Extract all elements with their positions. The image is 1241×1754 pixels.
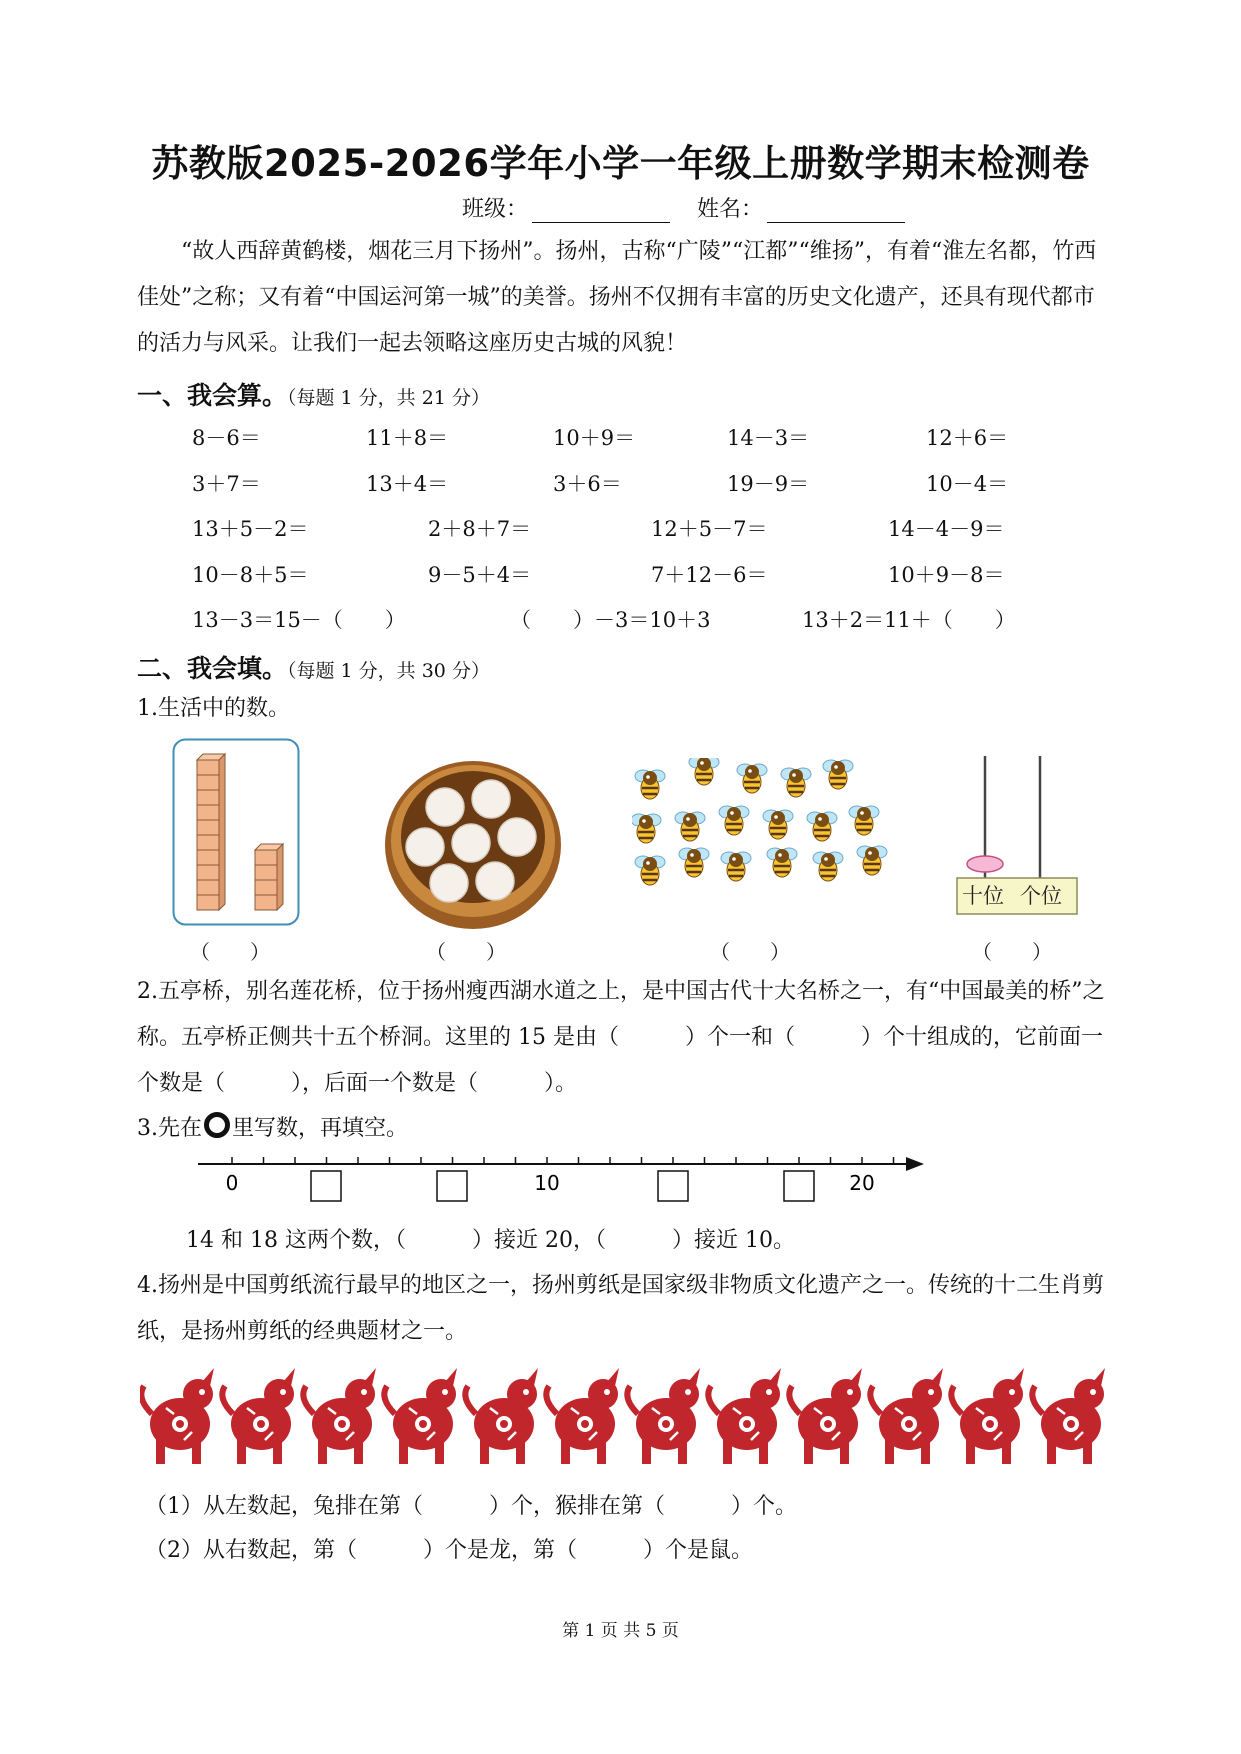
equation: 9－5＋4＝ <box>428 563 532 587</box>
section2-heading: 二、我会填。（每题 1 分，共 30 分） <box>137 654 490 683</box>
bee-icon <box>635 770 665 799</box>
bee-icon <box>719 806 749 835</box>
name-blank[interactable] <box>767 200 905 223</box>
equation: 7＋12－6＝ <box>651 563 768 587</box>
equation: 3＋7＝ <box>192 472 261 496</box>
equation: 10＋9＝ <box>553 426 636 450</box>
bee-icon <box>737 764 767 793</box>
zodiac-animal-icon <box>546 1368 619 1464</box>
equation: 13＋4＝ <box>366 472 449 496</box>
circle-marker-icon <box>204 1112 230 1138</box>
number-box[interactable] <box>784 1171 814 1201</box>
bee-icon <box>635 856 665 885</box>
zodiac-papercut-image <box>140 1368 1140 1468</box>
tens-label: 十位 <box>962 884 1004 908</box>
question-3: 3.先在 里写数，再填空。 <box>137 1106 1112 1152</box>
zodiac-animal-icon <box>303 1368 376 1464</box>
class-blank[interactable] <box>532 200 670 223</box>
section1-heading: 一、我会算。（每题 1 分，共 21 分） <box>137 381 490 410</box>
equation: （ ）－3＝10＋3 <box>510 608 711 632</box>
equation: 13＋2＝11＋（ ） <box>802 608 1016 632</box>
bee-icon <box>849 806 879 835</box>
number-box[interactable] <box>437 1171 467 1201</box>
ones-label: 个位 <box>1020 884 1062 908</box>
bee-icon <box>721 852 751 881</box>
bee-icon <box>823 760 853 789</box>
bee-icon <box>632 814 661 843</box>
bee-icon <box>679 848 709 877</box>
answer-blank-4[interactable]: （ ） <box>972 940 1052 964</box>
question-2: 2.五亭桥，别名莲花桥，位于扬州瘦西湖水道之上，是中国古代十大名桥之一，有“中国最美的桥”之称。五亭桥正侧共十五个桥洞。这里的 15 是由（ ）个一和（ ）个十组成的，它前面一个数是（ ），后面一个数是（ ）。 <box>137 979 1105 1096</box>
zodiac-animal-icon <box>951 1368 1024 1464</box>
question-4-2: （2）从右数起，第（ ）个是龙，第（ ）个是鼠。 <box>145 1538 753 1563</box>
equation: 13＋5－2＝ <box>192 517 309 541</box>
number-box[interactable] <box>658 1171 688 1201</box>
bee-icon <box>857 846 887 875</box>
equation: 14－3＝ <box>727 426 810 450</box>
bee-icon <box>675 812 705 841</box>
equation: 11＋8＝ <box>366 426 449 450</box>
name-field <box>697 192 905 223</box>
equation: 3＋6＝ <box>553 472 622 496</box>
equation: 2＋8＋7＝ <box>428 517 532 541</box>
equation: 10－8＋5＝ <box>192 563 309 587</box>
cube-blocks-image <box>172 738 300 926</box>
bee-icon <box>813 852 843 881</box>
zodiac-animal-icon <box>789 1368 862 1464</box>
question-1: 1.生活中的数。 <box>137 696 290 721</box>
equation: 10－4＝ <box>926 472 1009 496</box>
number-box[interactable] <box>311 1171 341 1201</box>
bee-icon <box>763 810 793 839</box>
page-footer: 第 1 页 共 5 页 <box>562 1621 679 1641</box>
tick-label-20: 20 <box>849 1171 875 1195</box>
intro-paragraph: “故人西辞黄鹤楼，烟花三月下扬州”。扬州，古称“广陵”“江都”“维扬”，有着“淮左名都，竹西佳处”之称；又有着“中国运河第一城”的美誉。扬州不仅拥有丰富的历史文化遗产，还具有现代都市的活力与风采。让我们一起去领略这座历史古城的风貌！ <box>137 239 1097 356</box>
bee-icon <box>781 768 811 797</box>
equation: 12＋6＝ <box>926 426 1009 450</box>
name-label: 姓名： <box>697 197 764 222</box>
bee-icon <box>689 758 719 785</box>
equation: 14－4－9＝ <box>888 517 1005 541</box>
zodiac-animal-icon <box>870 1368 943 1464</box>
equation: 19－9＝ <box>727 472 810 496</box>
equation: 8－6＝ <box>192 426 261 450</box>
equation: 10＋9－8＝ <box>888 563 1005 587</box>
zodiac-animal-icon <box>222 1368 295 1464</box>
class-field <box>462 192 670 223</box>
question-4-1: （1）从左数起，兔排在第（ ）个，猴排在第（ ）个。 <box>145 1494 797 1519</box>
answer-blank-3[interactable]: （ ） <box>710 940 790 964</box>
question-4: 4.扬州是中国剪纸流行最早的地区之一，扬州剪纸是国家级非物质文化遗产之一。传统的十二生肖剪纸，是扬州剪纸的经典题材之一。 <box>137 1273 1104 1344</box>
bee-icon <box>767 848 797 877</box>
class-label: 班级： <box>462 197 529 222</box>
bee-icon <box>807 812 837 841</box>
zodiac-animal-icon <box>465 1368 538 1464</box>
equation: 13－3＝15－（ ） <box>192 608 406 632</box>
zodiac-animal-icon <box>1032 1368 1105 1464</box>
zodiac-animal-icon <box>384 1368 457 1464</box>
zodiac-animal-icon <box>708 1368 781 1464</box>
question-3-fill: 14 和 18 这两个数，（ ）接近 20，（ ）接近 10。 <box>186 1228 795 1253</box>
equation: 12＋5－7＝ <box>651 517 768 541</box>
number-line <box>190 1148 930 1208</box>
steamed-buns-image <box>383 755 563 931</box>
tick-label-10: 10 <box>534 1171 560 1195</box>
zodiac-animal-icon <box>627 1368 700 1464</box>
page-title: 苏教版2025-2026学年小学一年级上册数学期末检测卷 <box>151 142 1090 185</box>
zodiac-animal-icon <box>141 1368 214 1464</box>
abacus-image <box>955 752 1079 916</box>
answer-blank-1[interactable]: （ ） <box>190 940 270 964</box>
bees-image <box>632 758 898 908</box>
answer-blank-2[interactable]: （ ） <box>426 940 506 964</box>
tick-label-0: 0 <box>225 1171 239 1195</box>
